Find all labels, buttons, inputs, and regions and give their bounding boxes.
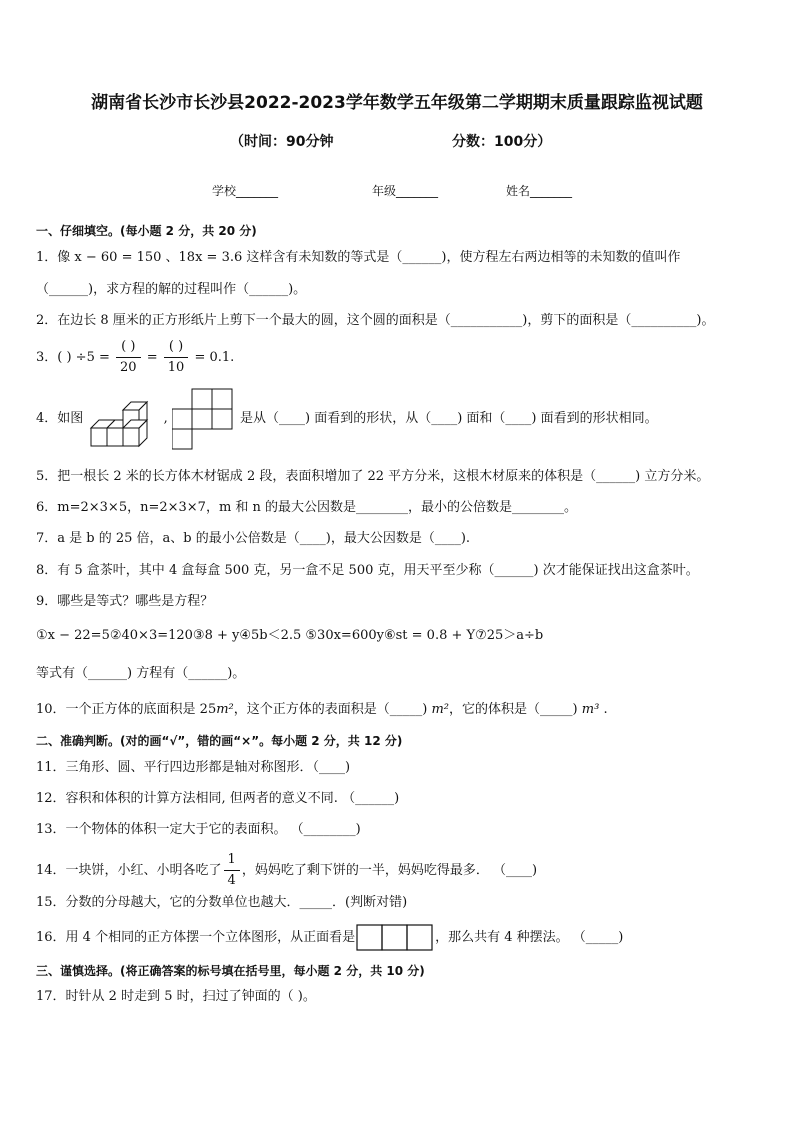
front-view-figure <box>355 923 435 953</box>
q3-numerator-2: ( ) <box>164 337 189 358</box>
q10-part-c: ，它的体积是（_____) <box>449 702 578 717</box>
question-4 <box>36 386 658 452</box>
name-field[interactable]: 姓名_______ <box>506 184 573 198</box>
q14-fraction <box>224 850 240 891</box>
question-1-line1: 1．像 x − 60 = 150 、18x = 3.6 这样含有未知数的等式是（______)，使方程左右两边相等的未知数的值叫作 <box>36 250 681 265</box>
q14-numerator: 1 <box>224 850 240 871</box>
q4-suffix: 是从（____) 面看到的形状，从（____) 面和（____) 面看到的形状相同。 <box>239 411 658 426</box>
question-17: 17．时针从 2 时走到 5 时，扫过了钟面的（ )。 <box>36 989 316 1004</box>
question-7: 7．a 是 b 的 25 倍，a、b 的最小公倍数是（____)，最大公因数是（____). <box>36 531 471 546</box>
question-13: 13．一个物体的体积一定大于它的表面积。 （________) <box>36 822 361 837</box>
page-title: 湖南省长沙市长沙县2022-2023学年数学五年级第二学期期末质量跟踪监视试题 <box>91 93 703 113</box>
question-12: 12．容积和体积的计算方法相同, 但两者的意义不同. （______) <box>36 791 400 806</box>
q4-prefix: 4．如图 <box>36 411 84 426</box>
q16-part-b: ，那么共有 4 种摆法。 （_____) <box>435 930 624 945</box>
question-6: 6．m=2×3×5，n=2×3×7，m 和 n 的最大公因数是________，最小的公倍数是________。 <box>36 500 578 515</box>
q10-part-d: . <box>603 702 608 717</box>
question-15: 15．分数的分母越大，它的分数单位也越大．_____．(判断对错) <box>36 895 408 910</box>
q14-part-b: ，妈妈吃了剩下饼的一半，妈妈吃得最多． （____) <box>241 863 538 878</box>
q10-part-b: ，这个正方体的表面积是（_____) <box>233 702 428 717</box>
question-1-line2: （______)，求方程的解的过程叫作（______)。 <box>36 282 307 297</box>
question-5: 5．把一根长 2 米的长方体木材锯成 2 段，表面积增加了 22 平方分米，这根木材原来的体积是（______) 立方分米。 <box>36 469 710 484</box>
q16-part-a: 16．用 4 个相同的正方体摆一个立体图形，从正面看是 <box>36 930 356 945</box>
q3-fraction-1 <box>116 337 141 378</box>
q3-equals: = <box>146 350 158 365</box>
question-10 <box>36 701 608 719</box>
q10-part-a: 10．一个正方体的底面积是 25 <box>36 702 217 717</box>
q3-numerator-1: ( ) <box>116 337 141 358</box>
section3-heading: 三、谨慎选择。(将正确答案的标号填在括号里，每小题 2 分，共 10 分) <box>36 964 425 978</box>
question-2: 2．在边长 8 厘米的正方形纸片上剪下一个最大的圆，这个圆的面积是（___________)，剪下的面积是（__________)。 <box>36 313 715 328</box>
grade-field[interactable]: 年级_______ <box>372 184 439 198</box>
q14-denominator: 4 <box>227 873 236 888</box>
q3-denominator-1: 20 <box>120 360 137 375</box>
question-3 <box>36 337 234 378</box>
question-11: 11．三角形、圆、平行四边形都是轴对称图形．（____) <box>36 760 351 775</box>
exam-score: 分数：100分） <box>452 134 552 150</box>
q3-prefix: 3．( ) ÷5 = <box>36 350 110 365</box>
question-16 <box>36 922 623 954</box>
q10-unit-m3: m³ <box>581 702 600 717</box>
q3-denominator-2: 10 <box>167 360 185 375</box>
q10-unit-m2-b: m² <box>431 702 450 717</box>
q4-comma: , <box>163 411 168 426</box>
section2-heading: 二、准确判断。(对的画“√”，错的画“×”。每小题 2 分，共 12 分) <box>36 734 403 748</box>
question-9-items: ①x − 22=5②40×3=120③8 + y④5b＜2.5 ⑤30x=600y⑥st = 0.8 + Y⑦25＞a÷b <box>36 628 544 643</box>
exam-time: （时间：90分钟 <box>230 134 334 150</box>
q3-suffix: = 0.1. <box>194 350 235 365</box>
question-9: 9．哪些是等式？哪些是方程？ <box>36 594 214 609</box>
section1-heading: 一、仔细填空。(每小题 2 分，共 20 分) <box>36 224 257 238</box>
view-grid-figure <box>172 387 236 451</box>
q3-fraction-2 <box>164 337 189 378</box>
q14-part-a: 14．一块饼，小红、小明各吃了 <box>36 863 222 878</box>
school-field[interactable]: 学校_______ <box>212 184 279 198</box>
cube-stack-figure <box>87 388 159 450</box>
question-8: 8．有 5 盒茶叶，其中 4 盒每盒 500 克，另一盒不足 500 克，用天平至少称（______) 次才能保证找出这盒茶叶。 <box>36 563 699 578</box>
question-9-answer: 等式有（______) 方程有（______)。 <box>36 666 246 681</box>
question-14 <box>36 850 537 891</box>
q10-unit-m2: m² <box>216 702 234 717</box>
